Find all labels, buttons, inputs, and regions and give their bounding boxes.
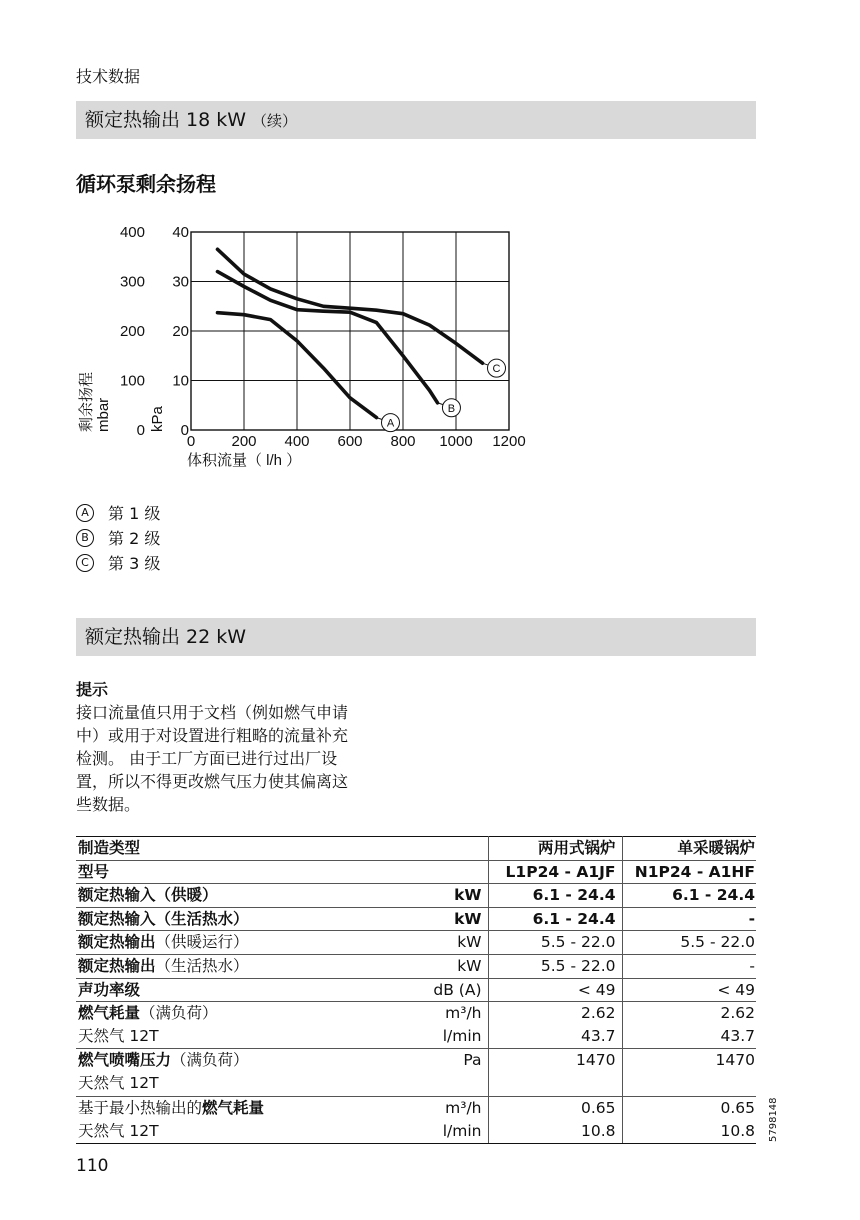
document-code: 5798148 bbox=[768, 1097, 779, 1142]
row-label-detail: （满负荷） bbox=[171, 1051, 249, 1070]
row-label-detail: （满负荷） bbox=[140, 1004, 218, 1023]
row-value-combi: L1P24 - A1JF bbox=[488, 860, 622, 884]
legend-key-b: B bbox=[76, 529, 94, 547]
row-value-combi: 6.1 - 24.4 bbox=[488, 907, 622, 931]
row-label-cell bbox=[76, 884, 393, 908]
row-value-combi: 1470 bbox=[488, 1049, 622, 1073]
table-row bbox=[76, 1002, 756, 1026]
row-unit: kW bbox=[393, 954, 488, 978]
note-line: 中）或用于对设置进行粗略的流量补充 bbox=[76, 726, 349, 745]
row-unit: Pa bbox=[393, 1049, 488, 1073]
row-label-detail: （生活热水） bbox=[155, 956, 249, 975]
row-value-heating: 1470 bbox=[622, 1049, 756, 1073]
y-axis-unit-mbar: mbar bbox=[95, 397, 112, 432]
row-value-combi: < 49 bbox=[488, 978, 622, 1002]
note-box bbox=[76, 678, 396, 816]
row-value-combi: 10.8 bbox=[488, 1120, 622, 1144]
chart-legend bbox=[76, 500, 160, 575]
row-value-combi: 43.7 bbox=[488, 1025, 622, 1049]
note-line: 检测。 由于工厂方面已进行过出厂设 bbox=[76, 749, 338, 768]
row-unit bbox=[393, 860, 488, 884]
row-value-heating bbox=[622, 1072, 756, 1096]
y-tick-label-kpa: 20 bbox=[172, 323, 189, 340]
x-axis-title: 体积流量（ l/h ） bbox=[187, 452, 302, 469]
technical-data-table bbox=[76, 836, 756, 1144]
x-tick-label: 1200 bbox=[492, 433, 526, 450]
y-tick-label-mbar: 100 bbox=[119, 372, 145, 390]
table-row bbox=[76, 907, 756, 931]
row-value-heating: 10.8 bbox=[622, 1120, 756, 1144]
row-unit: kW bbox=[393, 931, 488, 955]
row-label: 额定热输出 bbox=[78, 933, 156, 952]
row-value-heating: 0.65 bbox=[622, 1096, 756, 1120]
section-title: 额定热输出 18 kW bbox=[85, 109, 247, 131]
series-label: A bbox=[386, 417, 395, 430]
row-unit: kW bbox=[393, 884, 488, 908]
x-tick-label: 600 bbox=[337, 433, 363, 450]
row-value-combi: 5.5 - 22.0 bbox=[488, 954, 622, 978]
row-value-combi: 2.62 bbox=[488, 1002, 622, 1026]
note-title: 提示 bbox=[76, 680, 109, 699]
table-row bbox=[76, 1049, 756, 1073]
note-line: 些数据。 bbox=[76, 795, 141, 814]
row-unit: kW bbox=[393, 907, 488, 931]
x-tick-label: 400 bbox=[284, 433, 310, 450]
legend-label-a: 第 1 级 bbox=[108, 504, 161, 523]
note-line: 接口流量值只用于文档（例如燃气申请 bbox=[76, 703, 349, 722]
series-label: B bbox=[447, 402, 456, 415]
table-row bbox=[76, 860, 756, 884]
row-unit: m³/h bbox=[393, 1096, 488, 1120]
y-tick-label-kpa: 0 bbox=[180, 422, 189, 439]
table-row bbox=[76, 931, 756, 955]
y-tick-label-kpa: 10 bbox=[172, 372, 189, 390]
legend-key-c: C bbox=[76, 554, 94, 572]
row-unit bbox=[393, 1072, 488, 1096]
x-tick-label: 800 bbox=[390, 433, 416, 450]
y-tick-label-mbar: 300 bbox=[119, 273, 145, 291]
row-label-detail: （供暖运行） bbox=[155, 933, 249, 952]
row-label-cell bbox=[76, 1025, 393, 1049]
table-row bbox=[76, 1072, 756, 1096]
section-title: 额定热输出 22 kW bbox=[85, 626, 247, 648]
row-value-combi: 0.65 bbox=[488, 1096, 622, 1120]
x-tick-label: 200 bbox=[231, 433, 257, 450]
row-label-cell bbox=[76, 1002, 393, 1026]
row-label: 燃气耗量 bbox=[202, 1098, 265, 1117]
row-label: 燃气耗量 bbox=[78, 1004, 141, 1023]
row-value-combi bbox=[488, 1072, 622, 1096]
series-line-b bbox=[218, 272, 438, 403]
row-label-detail: 天然气 12T bbox=[78, 1027, 159, 1046]
y-axis-title: 剩余扬程 bbox=[78, 371, 95, 432]
row-unit bbox=[393, 837, 488, 861]
y-tick-label-mbar: 400 bbox=[119, 224, 145, 241]
row-label: 制造类型 bbox=[78, 839, 141, 857]
table-row bbox=[76, 954, 756, 978]
row-unit: dB (A) bbox=[393, 978, 488, 1002]
note-line: 置，所以不得更改燃气压力使其偏离这 bbox=[76, 772, 349, 791]
table-row bbox=[76, 884, 756, 908]
row-label-cell bbox=[76, 860, 393, 884]
table-row bbox=[76, 978, 756, 1002]
row-value-heating: 2.62 bbox=[622, 1002, 756, 1026]
row-label-cell bbox=[76, 954, 393, 978]
row-value-heating: N1P24 - A1HF bbox=[622, 860, 756, 884]
section-header-22kw bbox=[76, 618, 756, 656]
y-tick-label-kpa: 40 bbox=[172, 224, 189, 241]
x-tick-label: 1000 bbox=[439, 433, 473, 450]
section-title-suffix: （续） bbox=[252, 112, 298, 130]
row-value-heating: 单采暖锅炉 bbox=[622, 837, 756, 861]
row-value-heating: 6.1 - 24.4 bbox=[622, 884, 756, 908]
row-label-cell bbox=[76, 1120, 393, 1144]
row-label: 额定热输出 bbox=[78, 956, 156, 975]
row-label: 型号 bbox=[78, 862, 110, 881]
legend-label-c: 第 3 级 bbox=[108, 554, 161, 573]
chart-section-title: 循环泵剩余扬程 bbox=[76, 172, 216, 196]
section-header-18kw bbox=[76, 101, 756, 139]
row-value-heating: 5.5 - 22.0 bbox=[622, 931, 756, 955]
y-axis-unit-kpa: kPa bbox=[149, 406, 166, 432]
page-number: 110 bbox=[76, 1156, 109, 1176]
row-value-heating: < 49 bbox=[622, 978, 756, 1002]
legend-item-b bbox=[76, 525, 160, 550]
row-value-combi: 5.5 - 22.0 bbox=[488, 931, 622, 955]
note-body bbox=[76, 701, 396, 816]
legend-key-a: A bbox=[76, 504, 94, 522]
table-row bbox=[76, 1096, 756, 1120]
y-tick-label-kpa: 30 bbox=[172, 273, 189, 291]
table-row bbox=[76, 1025, 756, 1049]
table-row bbox=[76, 837, 756, 861]
row-unit: m³/h bbox=[393, 1002, 488, 1026]
row-label-cell bbox=[76, 978, 393, 1002]
running-head: 技术数据 bbox=[76, 67, 141, 86]
table-row bbox=[76, 1120, 756, 1144]
row-unit: l/min bbox=[393, 1025, 488, 1049]
row-label-cell bbox=[76, 907, 393, 931]
row-label: 燃气喷嘴压力 bbox=[78, 1051, 172, 1070]
row-label: 额定热输入（供暖） bbox=[78, 886, 218, 905]
row-label-detail: 天然气 12T bbox=[78, 1074, 159, 1093]
row-label: 声功率级 bbox=[78, 980, 141, 999]
row-label-cell bbox=[76, 1049, 393, 1073]
row-value-combi: 两用式锅炉 bbox=[488, 837, 622, 861]
row-value-heating: - bbox=[622, 954, 756, 978]
row-label-cell bbox=[76, 837, 393, 861]
row-value-heating: 43.7 bbox=[720, 1027, 755, 1046]
row-value-heating: - bbox=[622, 907, 756, 931]
row-label: 额定热输入（生活热水） bbox=[78, 909, 249, 928]
y-tick-label-mbar: 200 bbox=[119, 323, 145, 340]
y-tick-label-mbar: 0 bbox=[136, 422, 145, 439]
row-unit: l/min bbox=[393, 1120, 488, 1144]
row-value-combi: 6.1 - 24.4 bbox=[488, 884, 622, 908]
legend-item-a bbox=[76, 500, 160, 525]
row-label-cell bbox=[76, 1096, 393, 1120]
row-label-cell bbox=[76, 1072, 393, 1096]
pump-head-chart bbox=[60, 212, 560, 482]
legend-label-b: 第 2 级 bbox=[108, 529, 161, 548]
legend-item-c bbox=[76, 550, 160, 575]
x-tick-label: 0 bbox=[186, 433, 196, 450]
row-label-detail: 天然气 12T bbox=[78, 1121, 159, 1140]
row-label-prefix: 基于最小热输出的 bbox=[78, 1098, 203, 1117]
row-label-cell bbox=[76, 931, 393, 955]
series-label: C bbox=[492, 363, 501, 376]
